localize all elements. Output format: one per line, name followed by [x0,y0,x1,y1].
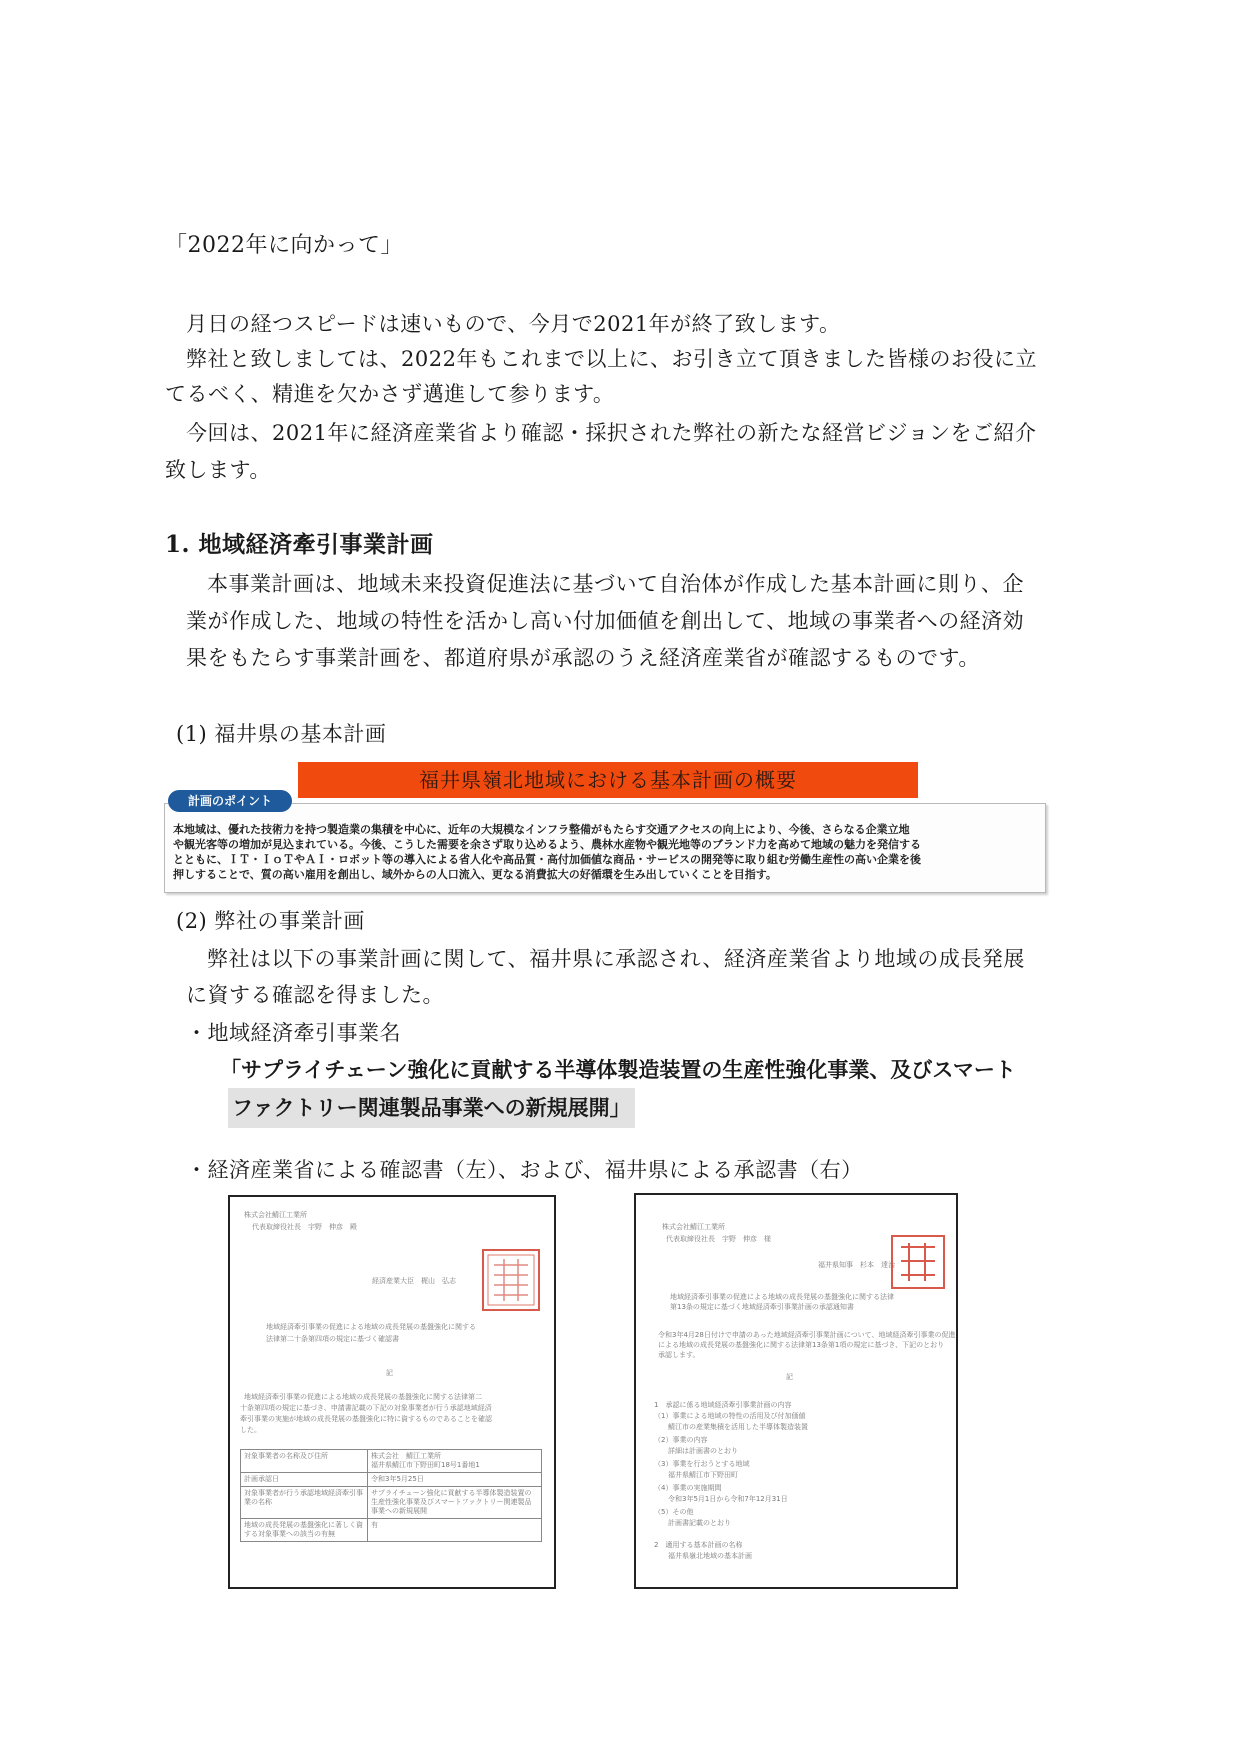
intro-line-3: てるべく、精進を欠かさず邁進して参ります。 [165,382,615,406]
doc-paragraph: 地域経済牽引事業の促進による地域の成長発展の基盤強化に関する法律第二 [244,1393,482,1401]
doc-paragraph: した。 [240,1426,261,1434]
doc-item: 計画書記載のとおり [654,1519,731,1527]
page-title: 「2022年に向かって」 [165,233,403,258]
plan-point-line: 押しすることで、質の高い雇用を創出し、域外からの人口流入、更なる消費拡大の好循環を生み出していくことを目指す。 [173,868,777,881]
meti-official-seal [482,1249,540,1311]
table-row [241,1519,542,1542]
intro-line-4: 今回は、2021年に経済産業省より確認・採択された弊社の新たな経営ビジョンをご紹介 [186,421,1037,445]
doc-item: 福井県嶺北地域の基本計画 [654,1552,752,1560]
plan-point-label: 計画のポイント [168,790,292,812]
seal-icon [484,1251,538,1309]
doc-ki: 記 [786,1373,793,1381]
seal-icon [893,1237,943,1287]
plan-overview-banner: 福井県嶺北地域における基本計画の概要 [298,762,918,798]
table-cell: 対象事業者の名称及び住所 [241,1450,368,1473]
bullet-business-name-label: ・地域経済牽引事業名 [186,1021,401,1045]
subsection-body-line-1: 弊社は以下の事業計画に関して、福井県に承認され、経済産業省より地域の成長発展 [207,947,1025,971]
doc-table [240,1449,542,1542]
table-cell: 地域の成長発展の基盤強化に著しく資する対象事業への該当の有無 [241,1519,368,1542]
table-cell: 株式会社 鯖江工業所 福井県鯖江市下野田町18号1番地1 [368,1450,542,1473]
plan-point-line: 本地域は、優れた技術力を持つ製造業の集積を中心に、近年の大規模なインフラ整備がもたらす交通アクセスの向上により、今後、さらなる企業立地 [173,823,910,836]
doc-subject: 地域経済牽引事業の促進による地域の成長発展の基盤強化に関する [266,1323,476,1331]
doc-item: 2 適用する基本計画の名称 [654,1541,743,1549]
plan-point-line: とともに、ＩＴ・ＩｏＴやＡＩ・ロボット等の導入による省人化や高品質・高付加価値な商品・サービスの開発等に取り組む労働生産性の高い企業を後 [173,853,921,866]
fukui-governor-seal [891,1235,945,1289]
doc-ki: 記 [386,1369,393,1377]
plan-point-line: や観光客等の増加が見込まれている。今後、こうした需要を余さず取り込めるよう、農林水産物や観光地等のブランド力を高めて地域の魅力を発信する [173,838,921,851]
table-row [241,1450,542,1473]
doc-paragraph: 十条第四項の規定に基づき、申請書記載の下記の対象事業者が行う承認地域経済 [240,1404,492,1412]
table-row [241,1487,542,1519]
business-name-line-2: ファクトリー関連製品事業への新規展開」 [228,1088,635,1128]
section-body-line-1: 本事業計画は、地域未来投資促進法に基づいて自治体が作成した基本計画に則り、企 [207,572,1024,596]
doc-item: （4）事業の実施期間 [654,1484,722,1492]
doc-issuer: 福井県知事 杉本 達治 [818,1261,895,1269]
section-body-line-2: 業が作成した、地域の特性を活かし高い付加価値を創出して、地域の事業者への経済効 [186,609,1025,633]
doc-item: 令和3年5月1日から令和7年12月31日 [654,1495,788,1503]
doc-issuer: 経済産業大臣 梶山 弘志 [372,1277,456,1285]
doc-subject: 地域経済牽引事業の促進による地域の成長発展の基盤強化に関する法律 [670,1293,894,1301]
table-cell: サプライチェーン強化に貢献する半導体製造装置の生産性強化事業及びスマートファクトリー関連製品事業への新規展開 [368,1487,542,1519]
doc-item: （2）事業の内容 [654,1436,708,1444]
table-row [241,1473,542,1487]
doc-item: （5）その他 [654,1508,694,1516]
table-cell: 有 [368,1519,542,1542]
doc-addressee: 代表取締役社長 宇野 伸彦 様 [666,1235,771,1243]
doc-item: 1 承認に係る地域経済牽引事業計画の内容 [654,1401,792,1409]
section-body-line-3: 果をもたらす事業計画を、都道府県が承認のうえ経済産業省が確認するものです。 [186,646,980,670]
fukui-approval-document [634,1193,958,1589]
doc-subject: 法律第二十条第四項の規定に基づく確認書 [266,1335,399,1343]
doc-paragraph: 承認します。 [658,1351,700,1359]
bullet-certificates-label: ・経済産業省による確認書（左）、および、福井県による承認書（右） [186,1158,863,1182]
table-cell: 令和3年5月25日 [368,1473,542,1487]
section-heading: 1. 地域経済牽引事業計画 [165,531,434,558]
doc-item: （1）事業による地域の特性の活用及び付加価値 [654,1412,806,1420]
doc-item: 鯖江市の産業集積を活用した半導体製造装置 [654,1423,808,1431]
doc-item: （3）事業を行おうとする地域 [654,1460,750,1468]
table-cell: 計画承認日 [241,1473,368,1487]
intro-line-5: 致します。 [165,458,271,482]
business-name-line-1: 「サプライチェーン強化に貢献する半導体製造装置の生産性強化事業、及びスマート [220,1057,1016,1082]
doc-paragraph: による地域の成長発展の基盤強化に関する法律第13条第1項の規定に基づき、下記のとおり [658,1341,945,1349]
table-cell: 対象事業者が行う承認地域経済牽引事業の名称 [241,1487,368,1519]
doc-paragraph: 令和3年4月28日付けで申請のあった地域経済牽引事業計画について、地域経済牽引事業の促進 [658,1331,956,1339]
plan-point-box [164,803,1046,893]
doc-subject: 第13条の規定に基づく地域経済牽引事業計画の承認通知書 [670,1303,854,1311]
subsection-heading: (1) 福井県の基本計画 [176,722,387,746]
doc-addressee: 株式会社鯖江工業所 [244,1211,307,1219]
doc-addressee: 代表取締役社長 宇野 伸彦 殿 [252,1223,357,1231]
subsection-body-line-2: に資する確認を得ました。 [186,983,444,1007]
doc-paragraph: 牽引事業の実施が地域の成長発展の基盤強化に特に資するものであることを確認 [240,1415,492,1423]
doc-item: 福井県鯖江市下野田町 [654,1471,738,1479]
meti-confirmation-document [228,1195,556,1589]
doc-item: 詳細は計画書のとおり [654,1447,738,1455]
subsection-heading: (2) 弊社の事業計画 [176,909,365,933]
doc-addressee: 株式会社鯖江工業所 [662,1223,725,1231]
intro-line-1: 月日の経つスピードは速いもので、今月で2021年が終了致します。 [186,312,841,336]
intro-line-2: 弊社と致しましては、2022年もこれまで以上に、お引き立て頂きました皆様のお役に立 [186,347,1037,371]
